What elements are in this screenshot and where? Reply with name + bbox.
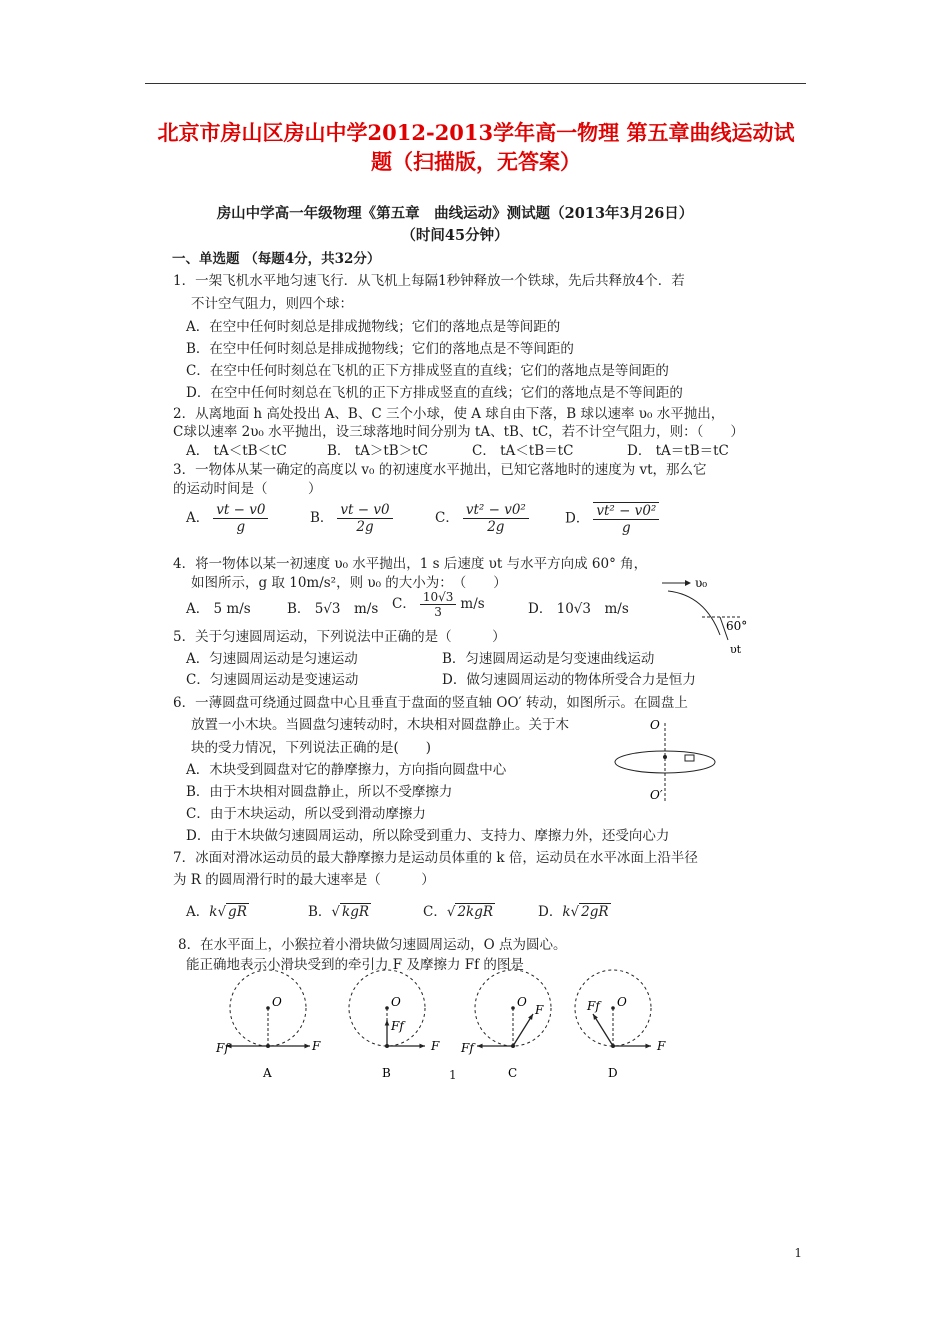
- q3-option-a: [186, 502, 272, 535]
- q3-option-c-fraction: [463, 502, 529, 535]
- q8-force-diagrams: [210, 965, 730, 1080]
- q8-F-label-b: F: [431, 1039, 440, 1053]
- title-line-1: 北京市房山区房山中学2012-2013学年高一物理 第五章曲线运动试: [157, 120, 795, 145]
- q8-Ff-arrow-d: [593, 1014, 613, 1046]
- q4-c-denominator: 3: [434, 605, 442, 619]
- q8-Ff-label-a: Ff: [216, 1041, 229, 1055]
- q2-stem-1: 2．从离地面 h 高处投出 A、B、C 三个小球，使 A 球自由下落，B 球以速率 υ₀ 水平抛出，: [173, 406, 725, 422]
- q8-F-arrow-d-head: [645, 1044, 651, 1049]
- q8-F-arrow-b-head: [419, 1044, 425, 1049]
- q6-option-a: A．木块受到圆盘对它的静摩擦力，方向指向圆盘中心: [186, 762, 507, 778]
- q8-stem-2: 能正确地表示小滑块受到的牵引力 F 及摩擦力 Ff 的图是: [186, 957, 524, 973]
- q4-trajectory-figure: [650, 575, 750, 665]
- q3-option-b-label: B．: [310, 510, 334, 526]
- q3-b-numerator: vt − v0: [337, 502, 392, 519]
- header-rule: [145, 83, 806, 84]
- q8-F-label-a: F: [312, 1039, 321, 1053]
- q4-option-c-fraction: [420, 590, 457, 619]
- q8-option-label-a: A: [263, 1066, 272, 1080]
- q6-axis-bottom-label: O′: [650, 788, 663, 802]
- q8-F-arrow-a-head: [304, 1044, 310, 1049]
- q7-option-c-label: C．: [423, 904, 447, 920]
- q8-Ff-label-d: Ff: [587, 999, 600, 1013]
- q6-stem-2: 放置一小木块。当圆盘匀速转动时，木块相对圆盘静止。关于木: [191, 717, 569, 733]
- q3-option-a-label: A．: [186, 510, 210, 526]
- scanned-exam: [160, 195, 750, 1095]
- q6-disk-center: [663, 755, 667, 759]
- q4-option-c-label: C．: [392, 596, 416, 612]
- q2-option-c: C． tA＜tB＝tC: [472, 443, 574, 459]
- q4-vt-label: υt: [730, 643, 742, 656]
- q4-trajectory-curve: [668, 591, 720, 635]
- q2-option-b: B． tA＞tB＞tC: [327, 443, 428, 459]
- q8-F-label-d: F: [657, 1039, 666, 1053]
- q7-option-a-radicand: gR: [228, 904, 247, 920]
- q3-option-a-fraction: [213, 502, 268, 535]
- q1-option-a: A．在空中任何时刻总是排成抛物线；它们的落地点是等间距的: [186, 319, 561, 335]
- q7-option-a-label: A．: [186, 904, 210, 920]
- q4-v0-label: υ₀: [695, 576, 708, 590]
- q7-option-a: A．k√ gR: [186, 904, 247, 920]
- q4-option-d: D． 10√3 m/s: [528, 601, 629, 617]
- q8-center-label-c: O: [517, 995, 527, 1009]
- q7-option-b: B．√ kgR: [308, 904, 370, 920]
- q6-axis-top-label: O: [650, 718, 660, 732]
- q5-stem: 5．关于匀速圆周运动，下列说法中正确的是（ ）: [173, 629, 506, 645]
- page-title: [140, 118, 812, 176]
- exam-title: 房山中学高一年级物理《第五章 曲线运动》测试题（2013年3月26日）: [216, 205, 694, 222]
- q8-option-label-d: D: [608, 1066, 618, 1080]
- q3-option-b-fraction: [337, 502, 392, 535]
- q4-stem-2: 如图所示，g 取 10m/s²，则 υ₀ 的大小为： （ ）: [191, 575, 507, 591]
- q1-stem-1: 1．一架飞机水平地匀速飞行．从飞机上每隔1秒钟释放一个铁球，先后共释放4个．若: [173, 273, 685, 289]
- q6-disk-figure: [612, 715, 722, 810]
- q7-stem-1: 7．冰面对滑冰运动员的最大静摩擦力是运动员体重的 k 倍，运动员在水平冰面上沿半径: [173, 850, 698, 866]
- q3-b-denominator: 2g: [356, 519, 374, 535]
- q2-stem-2: C球以速率 2υ₀ 水平抛出，设三球落地时间分别为 tA、tB、tC，若不计空气阻力，则：（ ）: [173, 424, 744, 440]
- q4-c-numerator: 10√3: [420, 590, 457, 605]
- q8-Ff-label-c: Ff: [461, 1041, 474, 1055]
- q4-angle-label: 60°: [726, 619, 748, 633]
- q6-wood-block: [685, 755, 694, 761]
- q8-stem-1: 8．在水平面上，小猴拉着小滑块做匀速圆周运动，O 点为圆心。: [178, 937, 567, 953]
- q4-stem-1: 4．将一物体以某一初速度 υ₀ 水平抛出，1 s 后速度 υt 与水平方向成 60° 角，: [173, 556, 648, 572]
- q7-option-a-coef: k: [209, 904, 218, 920]
- q2-option-a: A． tA＜tB＜tC: [186, 443, 287, 459]
- q7-option-d-coef: k: [562, 904, 571, 920]
- q4-option-b: B． 5√3 m/s: [287, 601, 379, 617]
- title-line-2: 题（扫描版，无答案）: [371, 149, 581, 174]
- q3-a-denominator: g: [236, 519, 246, 535]
- q1-option-b: B．在空中任何时刻总是排成抛物线；它们的落地点是不等间距的: [186, 341, 574, 357]
- q1-option-c: C．在空中任何时刻总在飞机的正下方排成竖直的直线；它们的落地点是等间距的: [186, 363, 669, 379]
- q1-option-d: D．在空中任何时刻总在飞机的正下方排成竖直的直线；它们的落地点是不等间距的: [186, 385, 683, 401]
- q3-c-denominator: 2g: [487, 519, 505, 535]
- page-number: 1: [794, 1246, 802, 1260]
- q7-stem-2: 为 R 的圆周滑行时的最大速率是（ ）: [173, 872, 435, 888]
- q8-center-label-d: O: [617, 995, 627, 1009]
- q3-d-denominator: g: [622, 520, 631, 536]
- q5-option-b: B．匀速圆周运动是匀变速曲线运动: [442, 651, 655, 667]
- q3-option-d: [565, 502, 663, 536]
- q4-option-c-unit: m/s: [460, 596, 485, 612]
- q5-option-a: A．匀速圆周运动是匀速运动: [186, 651, 358, 667]
- scan-page-number: 1: [449, 1068, 457, 1082]
- q3-option-c: [435, 502, 533, 535]
- q6-stem-3: 块的受力情况，下列说法正确的是( ): [191, 740, 432, 756]
- q7-option-c: C．√ 2kgR: [423, 904, 494, 920]
- q3-c-numerator: vt² − v0²: [463, 502, 529, 519]
- exam-time: （时间45分钟）: [401, 227, 509, 244]
- q6-stem-1: 6．一薄圆盘可绕通过圆盘中心且垂直于盘面的竖直轴 OO′ 转动，如图所示。在圆盘上: [173, 695, 688, 711]
- q8-Ff-arrow-b-head: [385, 1020, 390, 1026]
- q6-option-b: B．由于木块相对圆盘静止，所以不受摩擦力: [186, 784, 453, 800]
- section-heading: 一、单选题 （每题4分，共32分）: [172, 251, 381, 267]
- q7-option-c-radicand: 2kgR: [457, 904, 494, 920]
- q3-stem-1: 3．一物体从某一确定的高度以 v₀ 的初速度水平抛出，已知它落地时的速度为 vt，那么它: [173, 462, 707, 478]
- q3-option-d-label: D．: [565, 510, 590, 527]
- q2-option-d: D． tA＝tB＝tC: [627, 443, 729, 459]
- q4-v0-arrowhead: [685, 580, 691, 586]
- q4-option-c: [392, 590, 485, 619]
- q3-option-d-fraction: [593, 502, 659, 536]
- q3-option-c-label: C．: [435, 510, 459, 526]
- q8-center-label-a: O: [272, 995, 282, 1009]
- q6-option-d: D．由于木块做匀速圆周运动，所以除受到重力、支持力、摩擦力外，还受向心力: [186, 828, 670, 844]
- q8-Ff-arrow-c-head: [477, 1044, 483, 1049]
- q7-option-d-radicand: 2gR: [581, 904, 609, 920]
- q3-a-numerator: vt − v0: [213, 502, 268, 519]
- q7-option-b-label: B．: [308, 904, 332, 920]
- q7-option-d: D．k√ 2gR: [538, 904, 609, 920]
- q8-option-label-c: C: [508, 1066, 518, 1080]
- q5-option-c: C．匀速圆周运动是变速运动: [186, 672, 359, 688]
- q8-F-label-c: F: [535, 1003, 544, 1017]
- q7-option-b-radicand: kgR: [342, 904, 370, 920]
- q3-option-b: [310, 502, 397, 535]
- q8-Ff-label-b: Ff: [391, 1019, 404, 1033]
- q7-option-d-label: D．: [538, 904, 563, 920]
- q8-center-label-b: O: [391, 995, 401, 1009]
- q3-d-numerator: vt² − v0²: [593, 502, 659, 520]
- q8-option-label-b: B: [382, 1066, 391, 1080]
- q4-option-a: A． 5 m/s: [186, 601, 251, 617]
- q6-option-c: C．由于木块运动，所以受到滑动摩擦力: [186, 806, 426, 822]
- q1-stem-2: 不计空气阻力，则四个球：: [191, 296, 353, 312]
- q8-F-arrow-c: [513, 1014, 533, 1046]
- q5-option-d: D．做匀速圆周运动的物体所受合力是恒力: [442, 672, 696, 688]
- q3-stem-2: 的运动时间是（ ）: [173, 481, 322, 497]
